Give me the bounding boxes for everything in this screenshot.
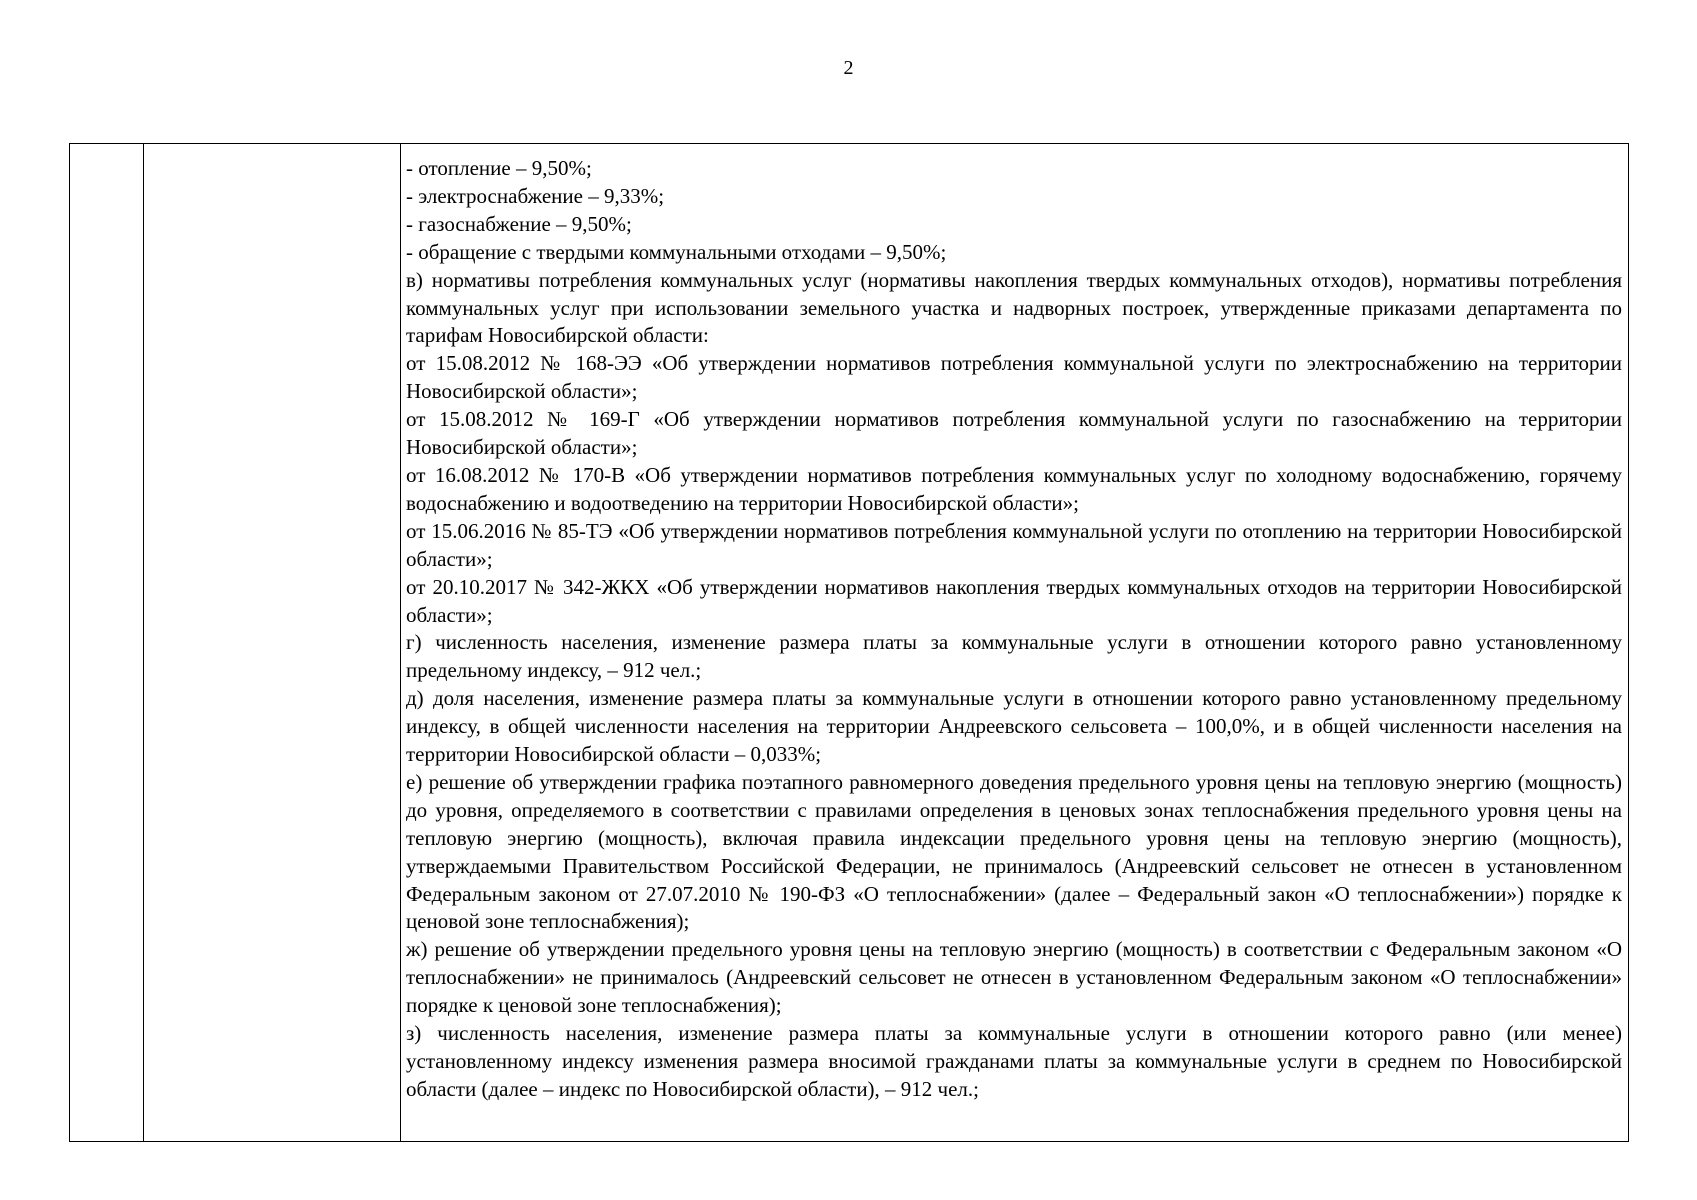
paragraph-e-price-schedule: е) решение об утверждении графика поэтапного равномерного доведения предельного уровня цены на тепловую энергию (мощность) до уровня, определяемого в соответствии с правилами определения в ценовых зонах теплоснабжения предельного уровня цены на тепловую энергию (мощность), включая правила индексации предельного уровня цены на тепловую энергию (мощность), утверждаемыми Правительством Российской Федерации, не принималось (Андреевский сельсовет не отнесен в установленном Федеральным законом от 27.07.2010 № 190-ФЗ «О теплоснабжении» (далее – Федеральный закон «О теплоснабжении») порядке к ценовой зоне теплоснабжения); [406,769,1622,934]
paragraph-z-population-index: з) численность населения, изменение размера платы за коммунальные услуги в отношении которого равно (или менее) установленному индексу изменения размера вносимой гражданами платы за коммунальные услуги в среднем по Новосибирской области (далее – индекс по Новосибирской области), – 912 чел.; [406,1021,1622,1101]
paragraph-g-population: г) численность населения, изменение размера платы за коммунальные услуги в отношении которого равно установленному предельному индексу, – 912 чел.; [406,630,1622,683]
document-table [69,143,1629,1142]
paragraph-order-342: от 20.10.2017 № 342-ЖКХ «Об утверждении нормативов накопления твердых коммунальных отходов на территории Новосибирской области»; [406,574,1622,627]
paragraph-zh-price-limit: ж) решение об утверждении предельного уровня цены на тепловую энергию (мощность) в соответствии с Федеральным законом «О теплоснабжении» не принималось (Андреевский сельсовет не отнесен в установленном Федеральным законом «О теплоснабжении» порядке к ценовой зоне теплоснабжения); [406,937,1622,1018]
page-number: 2 [843,57,854,79]
list-item-electricity: - электроснабжение – 9,33%; [406,183,665,208]
paragraph-order-169: от 15.08.2012 № 169-Г «Об утверждении нормативов потребления коммунальной услуги по газоснабжению на территории Новосибирской области»; [406,407,1622,460]
paragraph-order-85: от 15.06.2016 № 85-ТЭ «Об утверждении нормативов потребления коммунальной услуги по отоплению на территории Новосибирской области»; [406,518,1622,571]
list-item-waste: - обращение с твердыми коммунальными отходами – 9,50%; [406,239,947,264]
paragraph-v-standards: в) нормативы потребления коммунальных услуг (нормативы накопления твердых коммунальных отходов), нормативы потребления коммунальных услуг при использовании земельного участка и надворных построек, утвержденные приказами департамента по тарифам Новосибирской области: [406,267,1622,348]
paragraph-order-170: от 16.08.2012 № 170-В «Об утверждении нормативов потребления коммунальных услуг по холодному водоснабжению, горячему водоснабжению и водоотведению на территории Новосибирской области»; [406,462,1622,515]
list-item-gas: - газоснабжение – 9,50%; [406,211,632,236]
column-divider-2 [400,144,401,1141]
paragraph-d-population-share: д) доля населения, изменение размера платы за коммунальные услуги в отношении которого равно установленному предельному индексу, в общей численности населения на территории Андреевского сельсовета – 100,0%, и в общей численности населения на территории Новосибирской области – 0,033%; [406,686,1622,767]
content-cell [406,155,1622,1104]
column-divider-1 [143,144,144,1141]
paragraph-order-168: от 15.08.2012 № 168-ЭЭ «Об утверждении нормативов потребления коммунальной услуги по электроснабжению на территории Новосибирской области»; [406,351,1622,404]
list-item-heating: - отопление – 9,50%; [406,156,592,180]
